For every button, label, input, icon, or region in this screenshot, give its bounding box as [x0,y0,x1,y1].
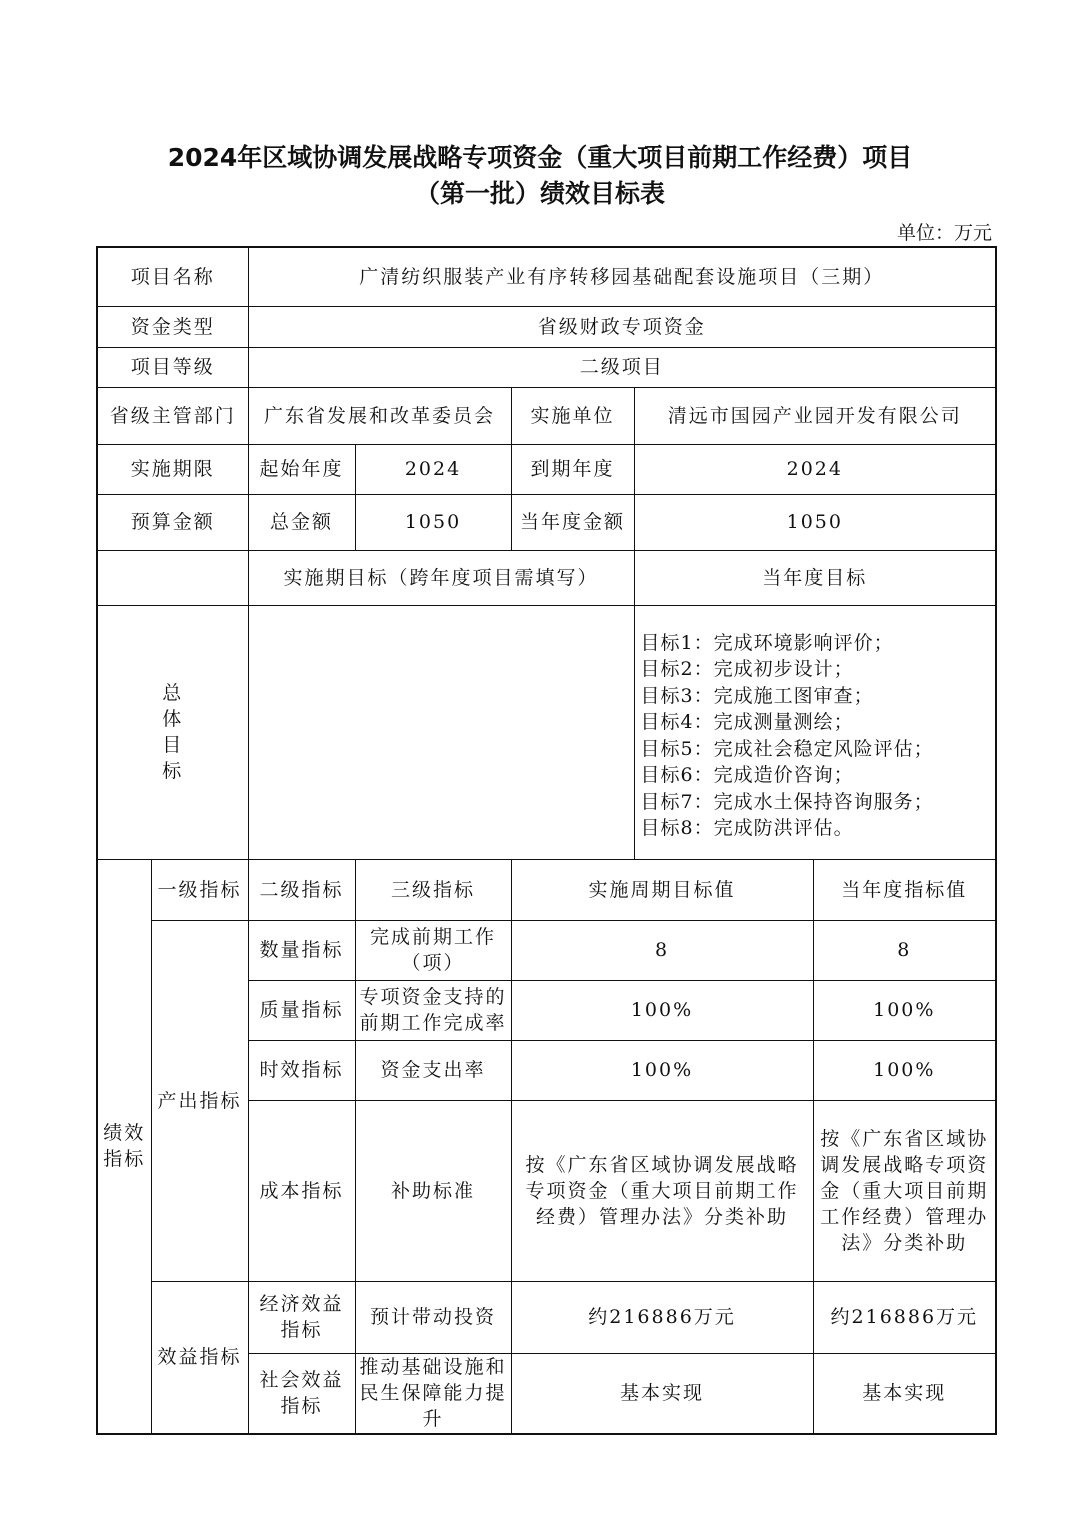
period-value-cell: 100% [511,1040,813,1100]
year-value-cell: 8 [813,920,996,980]
project-level-value: 二级项目 [248,347,996,387]
header-year-value: 当年度指标值 [813,859,996,920]
period-label: 实施期限 [97,444,248,494]
header-level2: 二级指标 [248,859,355,920]
title-line-2: （第一批）绩效目标表 [414,179,665,208]
overall-goal-char-1: 总 [162,682,184,704]
row-department [97,387,996,444]
year-goal-header: 当年度目标 [634,550,996,605]
perf-label-line-2: 指标 [103,1148,146,1171]
impl-unit-value: 清远市国园产业园开发有限公司 [634,387,996,444]
level3-cell: 专项资金支持的前期工作完成率 [355,980,511,1040]
year-value-cell: 按《广东省区域协调发展战略专项资金（重大项目前期工作经费）管理办法》分类补助 [813,1100,996,1281]
table-row [97,920,996,980]
period-value-cell: 100% [511,980,813,1040]
dept-label: 省级主管部门 [97,387,248,444]
header-period-value: 实施周期目标值 [511,859,813,920]
header-level1: 一级指标 [151,859,248,920]
overall-goal-char-3: 目 [162,734,184,756]
budget-label: 预算金额 [97,494,248,550]
period-value-cell: 8 [511,920,813,980]
performance-target-table [96,246,997,1435]
year-goal-item: 目标8：完成防洪评估。 [640,817,854,839]
end-year-value: 2024 [634,444,996,494]
current-year-amount-label: 当年度金额 [511,494,634,550]
year-value-cell: 基本实现 [813,1353,996,1434]
row-fund-type [97,306,996,347]
year-goal-item: 目标7：完成水土保持咨询服务； [640,790,934,813]
page-title [0,140,1080,212]
year-goal-item: 目标6：完成造价咨询； [640,764,854,786]
table-row [97,1281,996,1353]
dept-value: 广东省发展和改革委员会 [248,387,511,444]
perf-indicator-label [97,859,151,1434]
period-value-cell: 约216886万元 [511,1281,813,1353]
start-year-label: 起始年度 [248,444,355,494]
level3-cell: 预计带动投资 [355,1281,511,1353]
period-value-cell: 基本实现 [511,1353,813,1434]
project-name-value: 广清纺织服装产业有序转移园基础配套设施项目（三期） [248,247,996,306]
level3-cell: 推动基础设施和民生保障能力提升 [355,1353,511,1434]
perf-label-line-1: 绩效 [103,1122,146,1145]
row-goal-headers [97,550,996,605]
project-name-label: 项目名称 [97,247,248,306]
overall-goal-char-2: 体 [162,708,184,730]
project-level-label: 项目等级 [97,347,248,387]
start-year-value: 2024 [355,444,511,494]
overall-goal-label [97,605,248,859]
header-level3: 三级指标 [355,859,511,920]
title-line-1: 2024年区域协调发展战略专项资金（重大项目前期工作经费）项目 [167,143,913,172]
output-indicator-label: 产出指标 [151,920,248,1281]
fund-type-label: 资金类型 [97,306,248,347]
unit-label: 单位：万元 [896,222,992,244]
year-goal-item: 目标5：完成社会稳定风险评估； [640,737,934,760]
benefit-indicator-label: 效益指标 [151,1281,248,1434]
level2-cell: 成本指标 [248,1100,355,1281]
year-goal-item: 目标1：完成环境影响评价； [640,631,894,654]
level2-cell: 质量指标 [248,980,355,1040]
total-label: 总金额 [248,494,355,550]
year-goal-item: 目标4：完成测量测绘； [640,711,854,733]
level2-cell: 社会效益指标 [248,1353,355,1434]
period-value-cell: 按《广东省区域协调发展战略专项资金（重大项目前期工作经费）管理办法》分类补助 [511,1100,813,1281]
current-year-amount-value: 1050 [634,494,996,550]
row-overall-goals [97,605,996,859]
goal-header-empty [97,550,248,605]
end-year-label: 到期年度 [511,444,634,494]
row-budget [97,494,996,550]
level3-cell: 资金支出率 [355,1040,511,1100]
impl-unit-label: 实施单位 [511,387,634,444]
year-goal-list [634,605,996,859]
year-value-cell: 约216886万元 [813,1281,996,1353]
year-value-cell: 100% [813,980,996,1040]
year-goal-item: 目标3：完成施工图审查； [640,684,874,707]
level3-cell: 补助标准 [355,1100,511,1281]
level3-cell: 完成前期工作（项） [355,920,511,980]
level2-cell: 经济效益指标 [248,1281,355,1353]
row-project-level [97,347,996,387]
row-indicator-header [97,859,996,920]
level2-cell: 数量指标 [248,920,355,980]
level2-cell: 时效指标 [248,1040,355,1100]
period-goal-header: 实施期目标（跨年度项目需填写） [248,550,634,605]
period-goal-content [248,605,634,859]
year-value-cell: 100% [813,1040,996,1100]
fund-type-value: 省级财政专项资金 [248,306,996,347]
year-goal-item: 目标2：完成初步设计； [640,658,854,680]
row-period [97,444,996,494]
overall-goal-char-4: 标 [162,760,184,782]
row-project-name [97,247,996,306]
total-value: 1050 [355,494,511,550]
